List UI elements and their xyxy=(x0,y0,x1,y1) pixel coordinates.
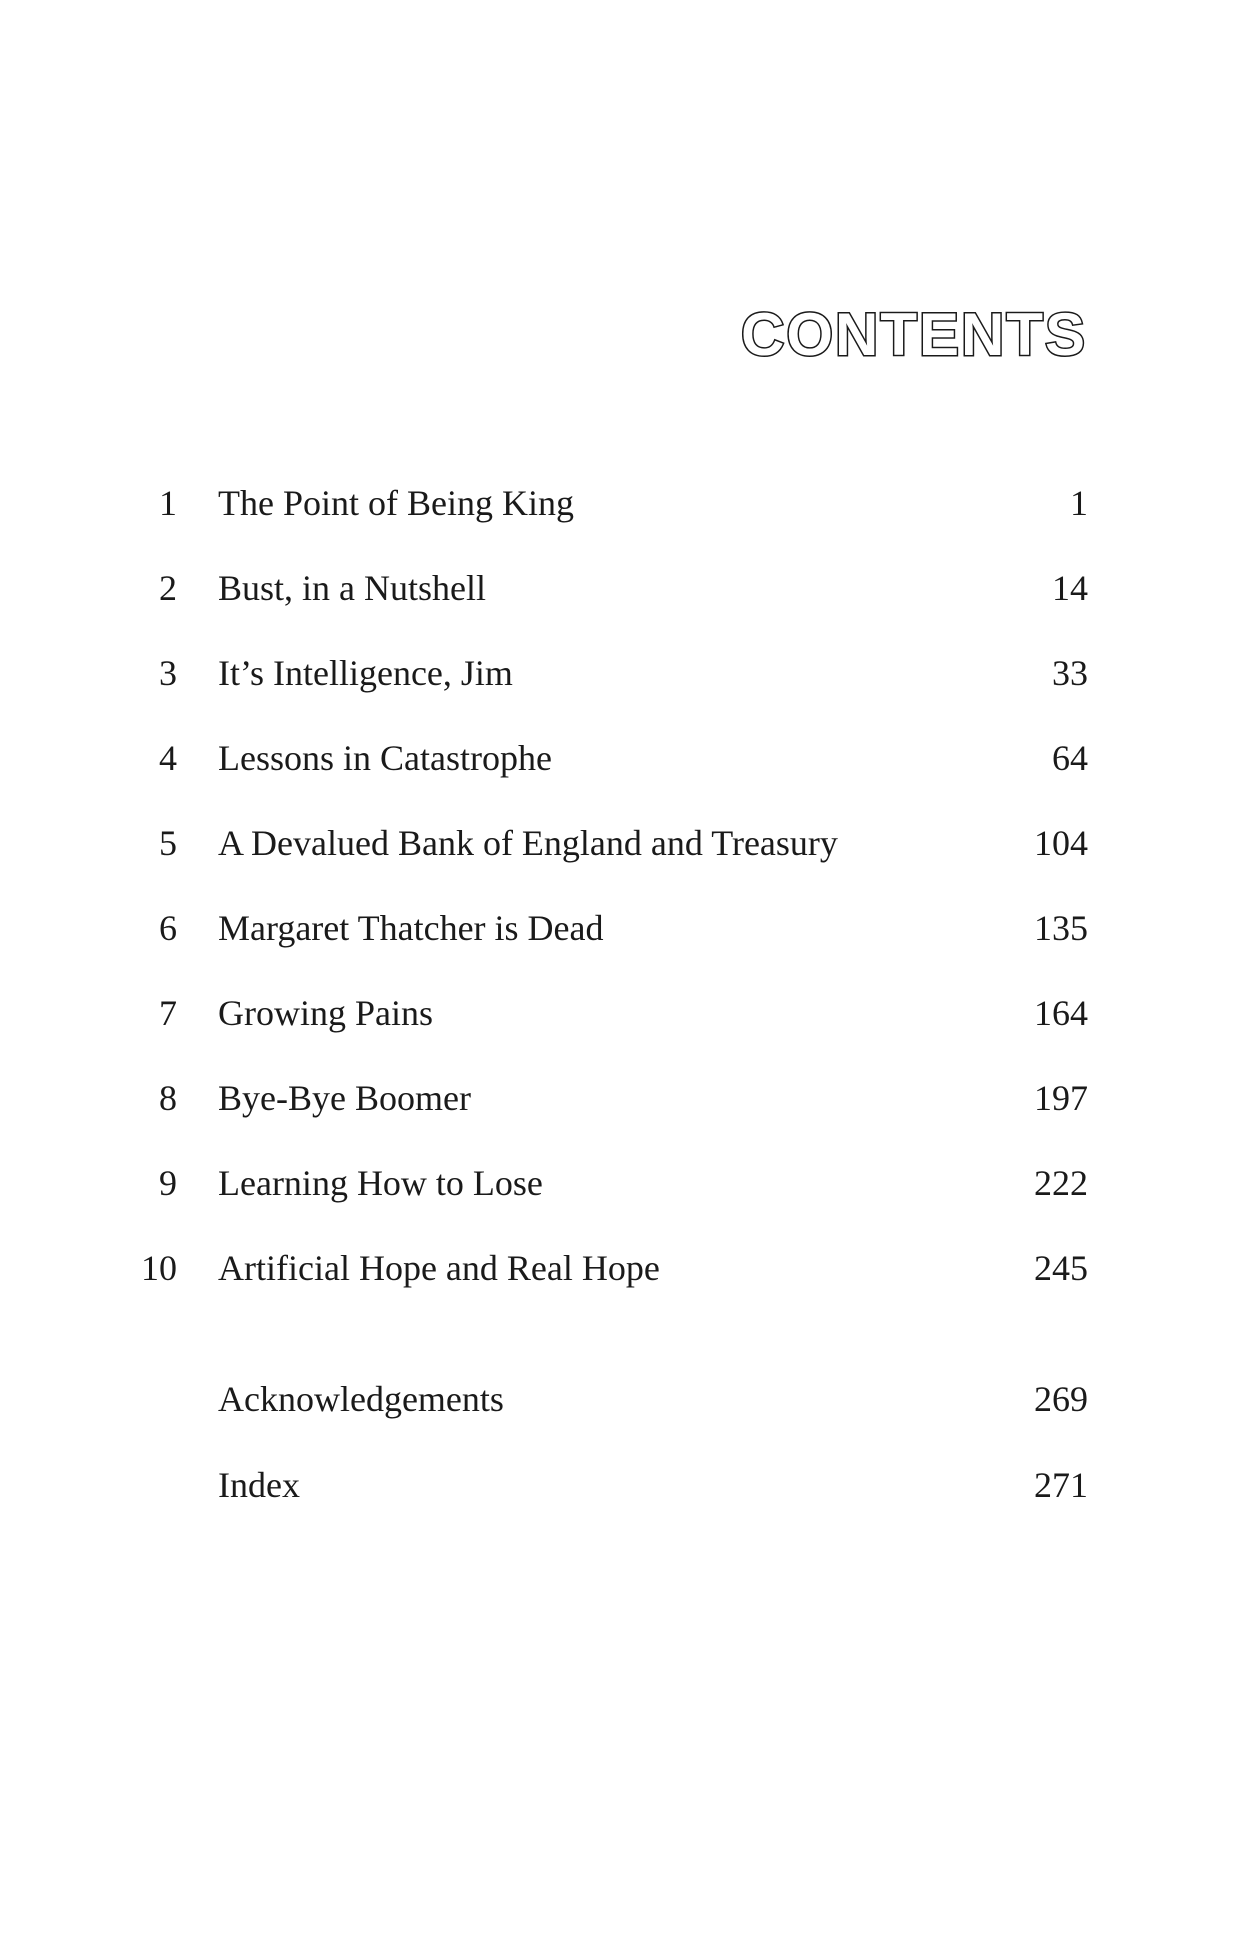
toc-entry-chapter-10[interactable] xyxy=(0,1243,1235,1293)
toc-entry-chapter-9[interactable] xyxy=(0,1158,1235,1208)
chapter-number: 1 xyxy=(159,483,177,523)
toc-entry-acknowledgements[interactable] xyxy=(0,1374,1235,1424)
chapter-title: Growing Pains xyxy=(218,993,433,1033)
toc-entry-chapter-5[interactable] xyxy=(0,818,1235,868)
back-matter-title: Index xyxy=(218,1465,300,1505)
page-number: 33 xyxy=(1052,653,1088,693)
chapter-number: 2 xyxy=(159,568,177,608)
chapter-title: Learning How to Lose xyxy=(218,1163,543,1203)
toc-entry-chapter-2[interactable] xyxy=(0,563,1235,613)
back-matter-title: Acknowledgements xyxy=(218,1379,504,1419)
page-number: 64 xyxy=(1052,738,1088,778)
chapter-title: Lessons in Catastrophe xyxy=(218,738,552,778)
chapter-number: 4 xyxy=(159,738,177,778)
toc-entry-chapter-1[interactable] xyxy=(0,478,1235,528)
page-number: 1 xyxy=(1070,483,1088,523)
chapter-title: It’s Intelligence, Jim xyxy=(218,653,513,693)
chapter-title: Margaret Thatcher is Dead xyxy=(218,908,604,948)
page-number: 245 xyxy=(1034,1248,1088,1288)
page-number: 104 xyxy=(1034,823,1088,863)
contents-heading: CONTENTS xyxy=(741,301,1087,368)
page-number: 222 xyxy=(1034,1163,1088,1203)
page-number: 197 xyxy=(1034,1078,1088,1118)
chapter-title: Artificial Hope and Real Hope xyxy=(218,1248,660,1288)
chapter-number: 5 xyxy=(159,823,177,863)
chapter-title: Bust, in a Nutshell xyxy=(218,568,486,608)
toc-entry-chapter-8[interactable] xyxy=(0,1073,1235,1123)
page-number: 164 xyxy=(1034,993,1088,1033)
toc-entry-index[interactable] xyxy=(0,1460,1235,1510)
chapter-number: 7 xyxy=(159,993,177,1033)
chapter-title: A Devalued Bank of England and Treasury xyxy=(218,823,838,863)
toc-entry-chapter-6[interactable] xyxy=(0,903,1235,953)
page-number: 135 xyxy=(1034,908,1088,948)
chapter-number: 10 xyxy=(141,1248,177,1288)
chapter-number: 8 xyxy=(159,1078,177,1118)
chapter-number: 3 xyxy=(159,653,177,693)
chapter-title: The Point of Being King xyxy=(218,483,574,523)
toc-entry-chapter-7[interactable] xyxy=(0,988,1235,1038)
chapter-title: Bye-Bye Boomer xyxy=(218,1078,471,1118)
chapter-number: 6 xyxy=(159,908,177,948)
toc-entry-chapter-3[interactable] xyxy=(0,648,1235,698)
toc-entry-chapter-4[interactable] xyxy=(0,733,1235,783)
page-number: 271 xyxy=(1034,1465,1088,1505)
chapter-number: 9 xyxy=(159,1163,177,1203)
page-number: 14 xyxy=(1052,568,1088,608)
page-number: 269 xyxy=(1034,1379,1088,1419)
